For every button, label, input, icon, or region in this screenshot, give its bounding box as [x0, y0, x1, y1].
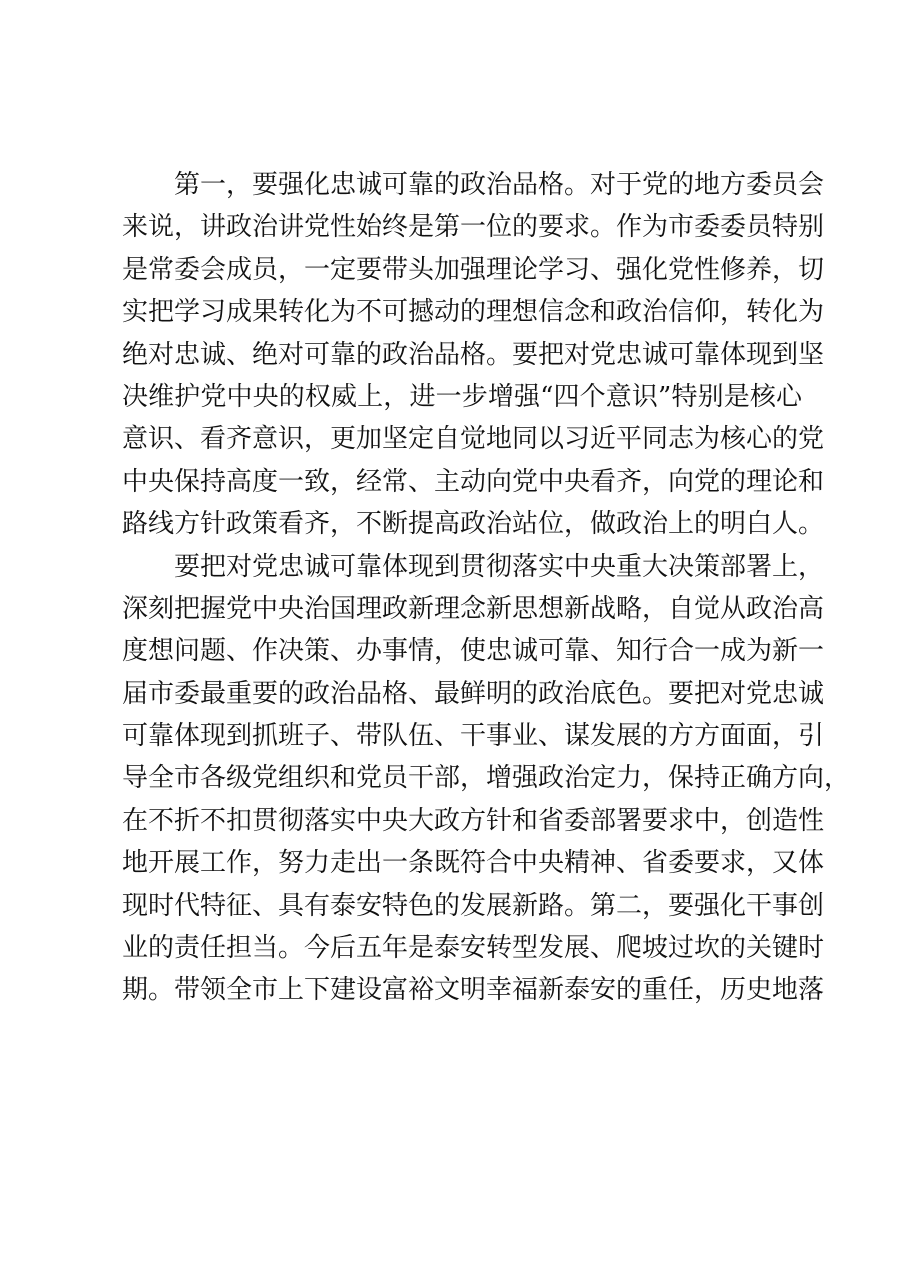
text-line: 在不折不扣贯彻落实中央大政方针和省委部署要求中，创造性 — [122, 805, 825, 836]
text-line: 第一，要强化忠诚可靠的政治品格。对于党的地方委员会 — [174, 170, 825, 200]
document-body — [122, 164, 851, 1012]
text-line: 绝对忠诚、绝对可靠的政治品格。要把对党忠诚可靠体现到坚 — [122, 339, 825, 370]
text-line: 意识、看齐意识，更加坚定自觉地同以习近平同志为核心的党 — [122, 424, 825, 455]
text-line: 现时代特征、具有泰安特色的发展新路。第二，要强化干事创 — [122, 890, 825, 921]
text-line: 来说，讲政治讲党性始终是第一位的要求。作为市委委员特别 — [122, 212, 825, 243]
text-line: 实把学习成果转化为不可撼动的理想信念和政治信仰，转化为 — [122, 297, 825, 328]
text-line: 深刻把握党中央治国理政新理念新思想新战略，自觉从政治高 — [122, 593, 825, 624]
text-line: 可靠体现到抓班子、带队伍、干事业、谋发展的方方面面，引 — [122, 721, 825, 752]
text-line: 地开展工作，努力走出一条既符合中央精神、省委要求，又体 — [122, 848, 825, 879]
text-line: 决维护党中央的权威上，进一步增强“四个意识”特别是核心 — [122, 381, 802, 412]
text-line: 期。带领全市上下建设富裕文明幸福新泰安的重任，历史地落 — [122, 975, 825, 1006]
text-line: 届市委最重要的政治品格、最鲜明的政治底色。要把对党忠诚 — [122, 678, 825, 709]
text-line: 路线方针政策看齐，不断提高政治站位，做政治上的明白人。 — [122, 509, 825, 540]
text-line: 度想问题、作决策、办事情，使忠诚可靠、知行合一成为新一 — [122, 636, 825, 667]
text-line: 导全市各级党组织和党员干部，增强政治定力，保持正确方向， — [122, 763, 851, 794]
text-line: 业的责任担当。今后五年是泰安转型发展、爬坡过坎的关键时 — [122, 933, 825, 964]
paragraph — [122, 546, 851, 1012]
text-line: 要把对党忠诚可靠体现到贯彻落实中央重大决策部署上， — [174, 551, 825, 582]
paragraph — [122, 164, 825, 546]
text-line: 是常委会成员，一定要带头加强理论学习、强化党性修养，切 — [122, 254, 825, 285]
text-line: 中央保持高度一致，经常、主动向党中央看齐，向党的理论和 — [122, 466, 825, 497]
